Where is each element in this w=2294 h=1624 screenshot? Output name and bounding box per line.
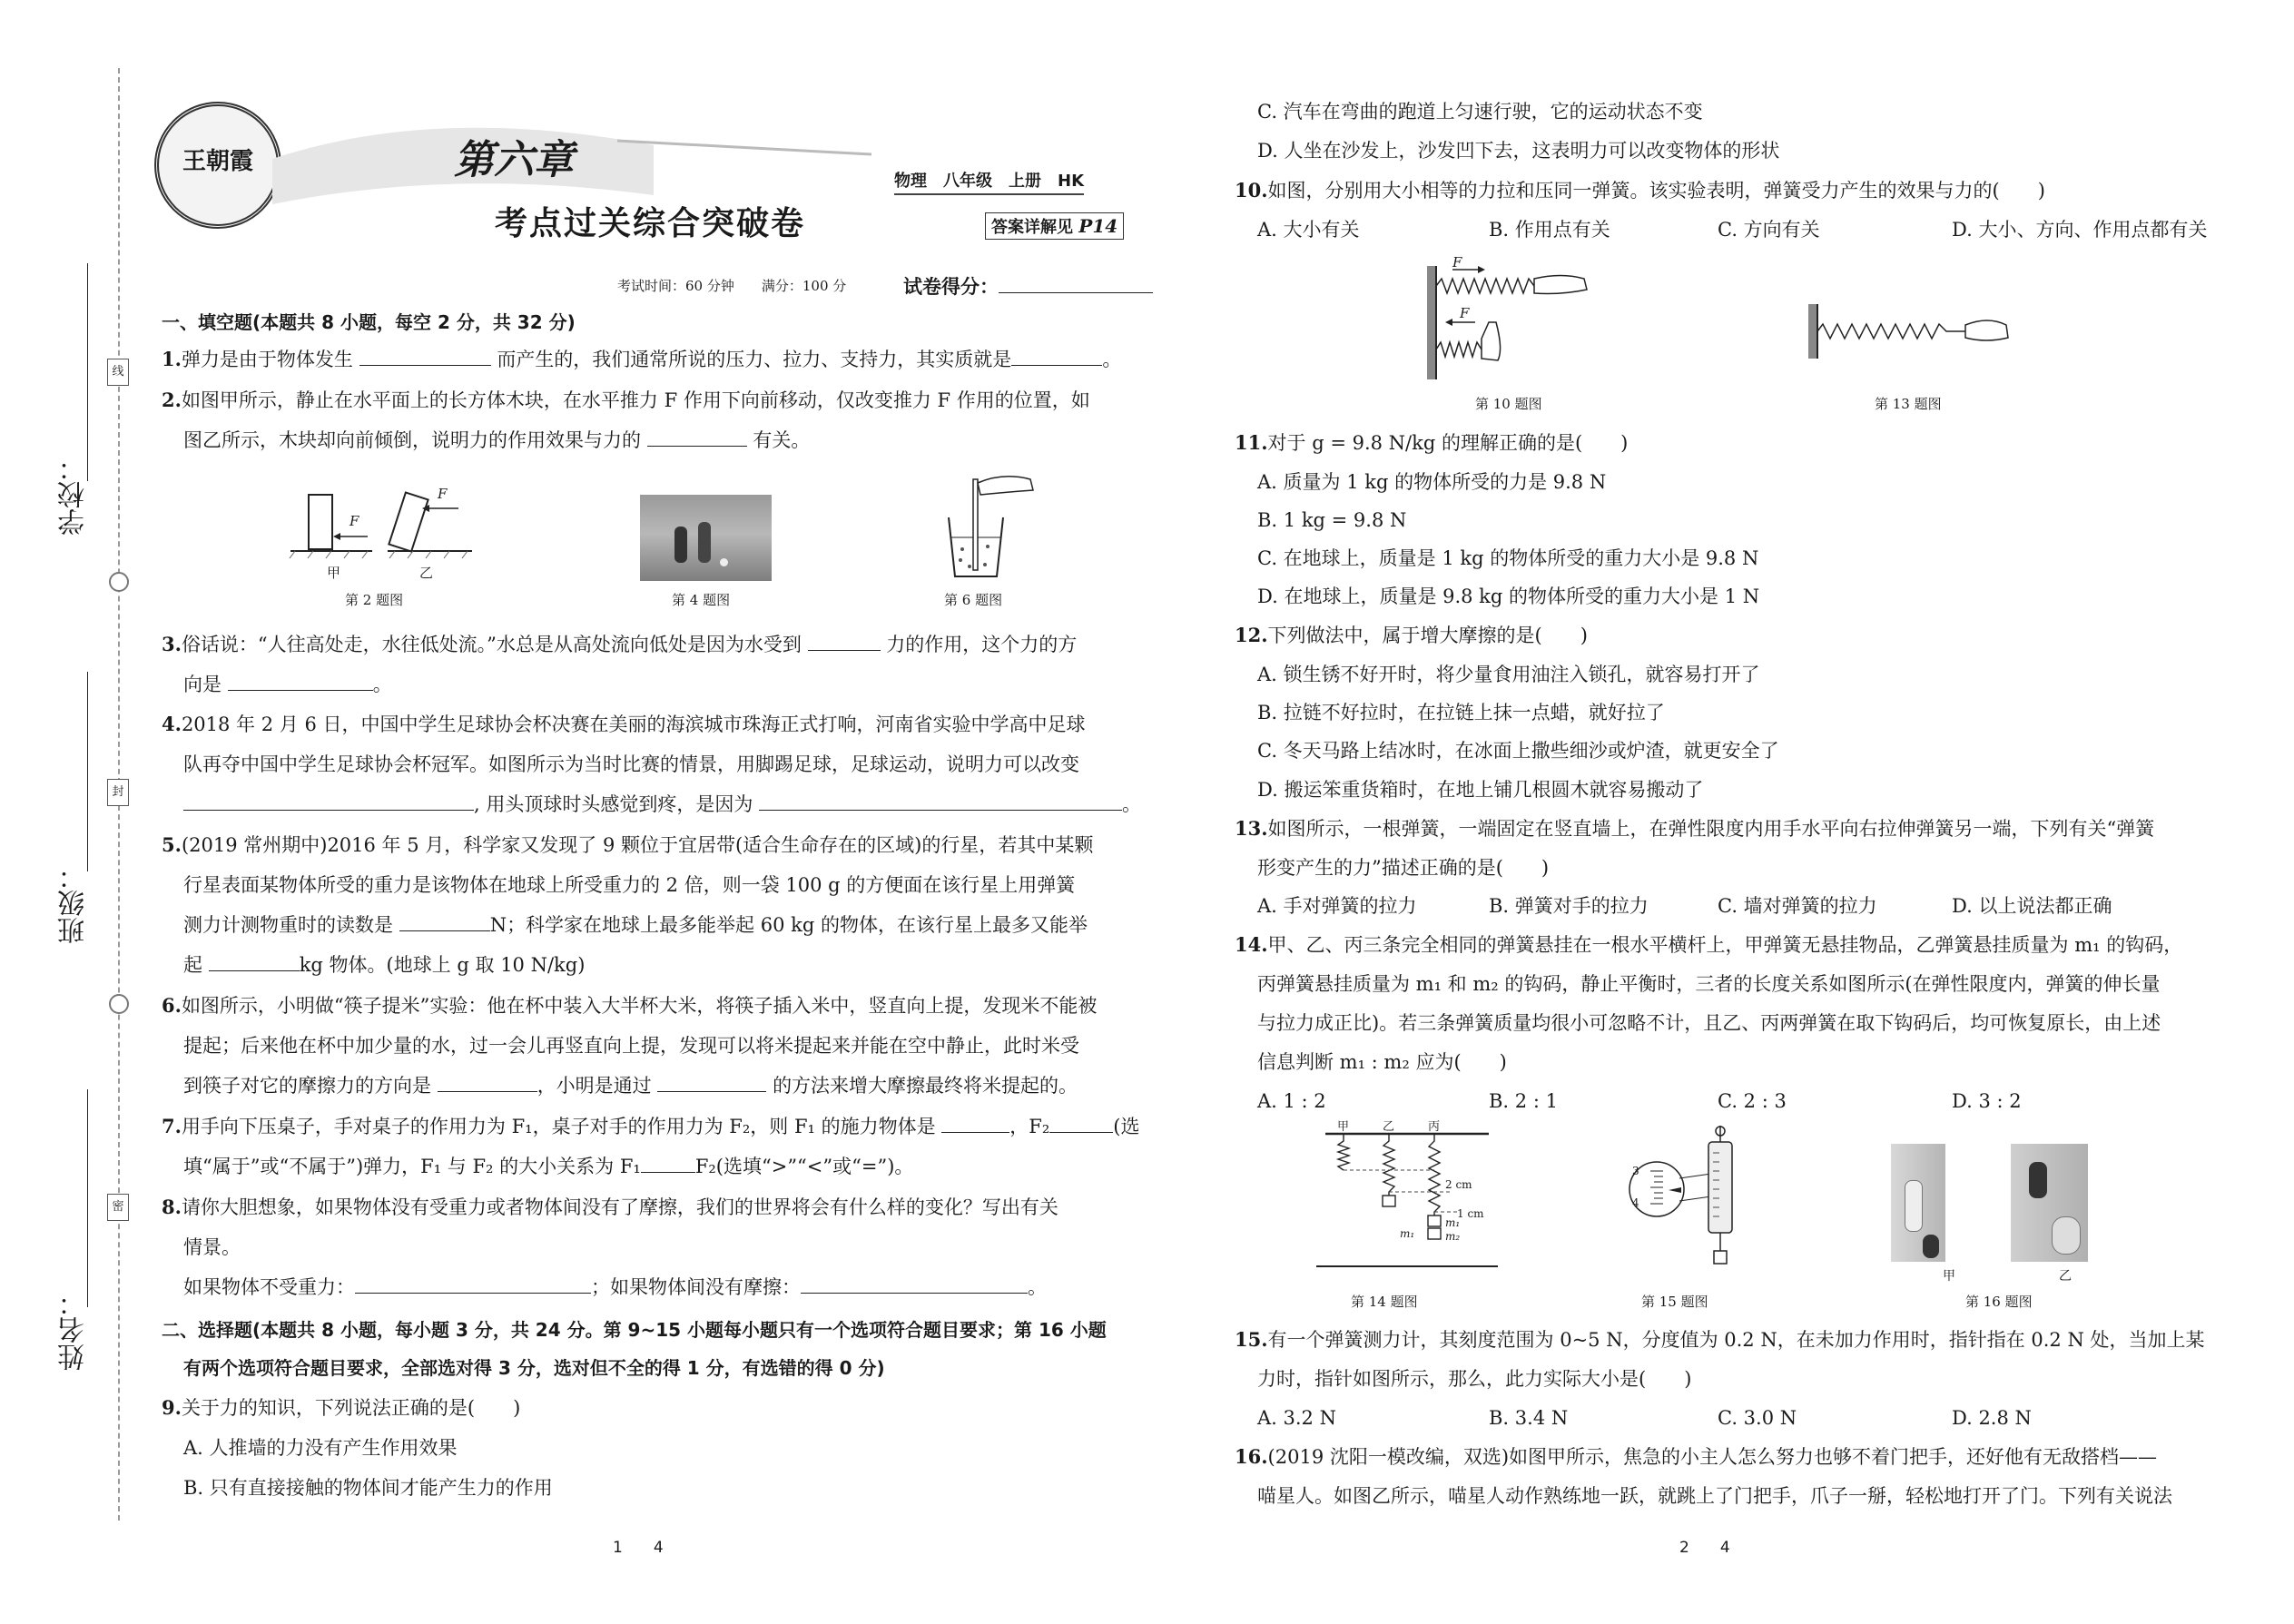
q-text: 弹力是由于物体发生 <box>181 349 353 370</box>
fig14-label-m1b: m₁ <box>1445 1216 1461 1229</box>
option-c[interactable]: C. 在地球上，质量是 1 kg 的物体所受的重力大小是 9.8 N <box>1257 547 1759 569</box>
answer-blank[interactable] <box>228 674 373 691</box>
q-text: 如果物体不受重力： <box>183 1276 355 1298</box>
q-text: 如图甲所示，静止在水平面上的长方体木块，在水平推力 F 作用下向前移动，仅改变推力 F 作用的位置，如 <box>181 389 1090 411</box>
q-text: 。 <box>1028 1276 1047 1298</box>
figure-2-blocks <box>286 477 477 581</box>
option-a[interactable]: A. 1 : 2 <box>1257 1090 1326 1112</box>
q-number: 4. <box>162 713 182 735</box>
fig14-label-m2: m₂ <box>1445 1230 1461 1243</box>
q-text: 测力计测物重时的读数是 <box>183 914 393 936</box>
figure-15-caption: 第 15 题图 <box>1641 1294 1708 1310</box>
child-icon <box>1905 1180 1923 1232</box>
exam-title: 考点过关综合突破卷 <box>495 204 806 242</box>
q-text: 关于力的知识，下列说法正确的是( ) <box>181 1397 521 1419</box>
q-text: 行星表面某物体所受的重力是该物体在地球上所受重力的 2 倍，则一袋 100 g 的方便面在该行星上用弹簧 <box>183 874 1076 896</box>
option-d[interactable]: D. 2.8 N <box>1952 1407 2032 1429</box>
q-text: 请你大胆想象，如果物体没有受重力或者物体间没有了摩擦，我们的世界将会有什么样的变化？写出有关 <box>181 1196 1058 1218</box>
figure-16-photo-yi <box>2011 1144 2088 1262</box>
option-a[interactable]: A. 大小有关 <box>1257 219 1360 241</box>
option-a[interactable]: A. 质量为 1 kg 的物体所受的力是 9.8 N <box>1257 471 1607 493</box>
fig14-label-bing: 丙 <box>1428 1120 1441 1134</box>
option-a[interactable]: A. 手对弹簧的拉力 <box>1257 895 1417 917</box>
option-a[interactable]: A. 3.2 N <box>1257 1407 1336 1429</box>
q-number: 11. <box>1235 431 1268 454</box>
q-text: F₂(选填“>”“<”或“=”)。 <box>694 1156 914 1177</box>
seal-feng: 封 <box>107 779 129 806</box>
answer-blank[interactable] <box>355 1276 591 1294</box>
class-blank[interactable] <box>87 672 88 871</box>
q-number: 12. <box>1235 624 1268 646</box>
q-text: 用手向下压桌子，手对桌子的作用力为 F₁，桌子对手的作用力为 F₂，则 F₁ 的施力物体是 <box>181 1116 936 1137</box>
option-b[interactable]: B. 弹簧对手的拉力 <box>1489 895 1649 917</box>
q-text: 喵星人。如图乙所示，喵星人动作熟练地一跃，就跳上了门把手，爪子一掰，轻松地打开了门。下列有关说法 <box>1257 1485 2172 1507</box>
answer-blank[interactable] <box>1011 349 1102 366</box>
q-text: 的方法来增大摩擦最终将米提起的。 <box>773 1075 1078 1097</box>
answer-ref-label: 答案详解见 <box>991 218 1073 237</box>
hole-icon <box>109 994 129 1014</box>
q-text: 如图，分别用大小相等的力拉和压同一弹簧。该实验表明，弹簧受力产生的效果与力的( ) <box>1267 180 2045 202</box>
option-d[interactable]: D. 3 : 2 <box>1952 1090 2022 1112</box>
seal-mi: 密 <box>107 1194 129 1221</box>
figure-4-photo <box>640 495 772 581</box>
fig2-label-f2: F <box>438 486 448 502</box>
score-blank[interactable] <box>999 292 1153 293</box>
q-text: 情景。 <box>183 1236 241 1258</box>
answer-blank[interactable] <box>641 1156 695 1173</box>
answer-blank[interactable] <box>1049 1116 1113 1133</box>
q-text: kg 物体。(地球上 g 取 10 N/kg) <box>299 954 586 976</box>
section2-line: 有两个选项符合题目要求，全部选对得 3 分，选对但不全的得 1 分，有选错的得 0 分) <box>183 1357 885 1379</box>
q-text: 填“属于”或“不属于”)弹力，F₁ 与 F₂ 的大小关系为 F₁ <box>183 1156 641 1177</box>
q-text: 俗话说：“人往高处走，水往低处流。”水总是从高处流向低处是因为水受到 <box>181 634 802 655</box>
q-text: 队再夺中国中学生足球协会杯冠军。如图所示为当时比赛的情景，用脚踢足球，足球运动，说明力可以改变 <box>183 753 1079 775</box>
q-text: 有关。 <box>753 429 811 451</box>
q-number: 16. <box>1235 1445 1268 1468</box>
fig15-label-3: 3 <box>1632 1165 1639 1177</box>
q-text: 2018 年 2 月 6 日，中国中学生足球协会杯决赛在美丽的海滨城市珠海正式打响，河南省实验中学高中足球 <box>181 714 1086 735</box>
q-text: 如图所示，一根弹簧，一端固定在竖直墙上，在弹性限度内用手水平向右拉伸弹簧另一端，下列有关“弹簧 <box>1267 818 2155 840</box>
player-icon <box>698 522 711 563</box>
answer-blank[interactable] <box>657 1075 766 1092</box>
q-text: 甲、乙、丙三条完全相同的弹簧悬挂在一根水平横杆上，甲弹簧无悬挂物品，乙弹簧悬挂质量为 m₁ 的钩码， <box>1267 934 2183 956</box>
answer-blank[interactable] <box>399 914 490 931</box>
q-text: 丙弹簧悬挂质量为 m₁ 和 m₂ 的钩码，静止平衡时，三者的长度关系如图所示(在弹性限度内，弹簧的伸长量 <box>1257 973 2161 995</box>
class-field <box>54 672 91 944</box>
option-d[interactable]: D. 人坐在沙发上，沙发凹下去，这表明力可以改变物体的形状 <box>1257 140 1780 162</box>
figure-14-caption: 第 14 题图 <box>1351 1294 1418 1310</box>
q-text: 信息判断 m₁ : m₂ 应为( ) <box>1257 1051 1507 1073</box>
fig2-label-jia: 甲 <box>327 565 341 581</box>
q-number: 15. <box>1235 1328 1268 1351</box>
school-label: 学校： <box>58 454 90 536</box>
answer-blank[interactable] <box>209 954 300 971</box>
q-number: 5. <box>162 833 182 856</box>
fig16-label-jia: 甲 <box>1943 1269 1955 1284</box>
q-number: 3. <box>162 633 182 655</box>
q-text: 图乙所示，木块却向前倾倒，说明力的作用效果与力的 <box>183 429 641 451</box>
option-c[interactable]: C. 冬天马路上结冰时，在冰面上撒些细沙或炉渣，就更安全了 <box>1257 740 1779 762</box>
answer-blank[interactable] <box>941 1116 1009 1133</box>
page-number-right: 2 4 <box>1679 1539 1730 1557</box>
seal-xian: 线 <box>107 359 129 386</box>
answer-blank[interactable] <box>759 793 1122 811</box>
q-text: 。 <box>1102 349 1122 370</box>
q-text: 如图所示，小明做“筷子提米”实验：他在杯中装入大半杯大米，将筷子插入米中，竖直向上提，发现米不能被 <box>181 995 1098 1017</box>
option-c[interactable]: C. 3.0 N <box>1718 1407 1797 1429</box>
option-c[interactable]: C. 方向有关 <box>1718 219 1820 241</box>
q-text: ，F₂ <box>1009 1116 1050 1137</box>
fig14-label-m1: m₁ <box>1400 1227 1415 1240</box>
figure-13-caption: 第 13 题图 <box>1875 396 1942 412</box>
brand-logo <box>154 102 281 229</box>
q-text: ，小明是通过 <box>537 1075 652 1097</box>
q-number: 6. <box>162 994 182 1017</box>
question-1 <box>162 348 1121 371</box>
option-a[interactable]: A. 人推墙的力没有产生作用效果 <box>183 1437 458 1459</box>
q-text: 。 <box>372 674 392 695</box>
q-text: 而产生的，我们通常所说的压力、拉力、支持力，其实质就是 <box>497 349 1012 370</box>
q-number: 8. <box>162 1196 182 1218</box>
page-number-left: 1 4 <box>613 1539 664 1557</box>
answer-ref-box <box>985 212 1124 240</box>
answer-blank[interactable] <box>359 349 491 366</box>
q-text: 有一个弹簧测力计，其刻度范围为 0~5 N，分度值为 0.2 N，在未加力作用时，指针指在 0.2 N 处，当加上某 <box>1267 1329 2205 1351</box>
q-text: 下列做法中，属于增大摩擦的是( ) <box>1267 625 1588 646</box>
answer-blank[interactable] <box>801 1276 1028 1294</box>
q-number: 9. <box>162 1396 182 1419</box>
option-c[interactable]: C. 汽车在弯曲的跑道上匀速行驶，它的运动状态不变 <box>1257 101 1703 123</box>
q-text: , 用头顶球时头感觉到疼，是因为 <box>474 793 753 815</box>
option-b[interactable]: B. 只有直接接触的物体间才能产生力的作用 <box>183 1477 553 1499</box>
school-blank[interactable] <box>87 263 88 481</box>
q-number: 2. <box>162 389 182 411</box>
figure-6-caption: 第 6 题图 <box>944 592 1003 608</box>
figure-6-chopstick-rice <box>935 472 1044 586</box>
q-text: 与拉力成正比)。若三条弹簧质量均很小可忽略不计，且乙、丙两弹簧在取下钩码后，均可恢复原长，由上述 <box>1257 1012 2161 1034</box>
fig14-label-jia: 甲 <box>1337 1120 1350 1134</box>
fig10-label-f2: F <box>1460 305 1470 321</box>
option-d[interactable]: D. 以上说法都正确 <box>1952 895 2112 917</box>
figure-10-caption: 第 10 题图 <box>1475 396 1542 412</box>
q-number: 7. <box>162 1115 182 1137</box>
q-text: ；如果物体间没有摩擦： <box>591 1276 801 1298</box>
fig16-label-yi: 乙 <box>2059 1269 2072 1284</box>
option-d[interactable]: D. 大小、方向、作用点都有关 <box>1952 219 2208 241</box>
option-b[interactable]: B. 1 kg = 9.8 N <box>1257 509 1407 531</box>
figure-16-caption: 第 16 题图 <box>1965 1294 2033 1310</box>
figure-15-spring-scale <box>1625 1124 1752 1274</box>
q-text: 起 <box>183 954 202 976</box>
option-b[interactable]: B. 2 : 1 <box>1489 1090 1558 1112</box>
name-label: 姓名： <box>58 1289 90 1371</box>
figure-14-springs <box>1307 1121 1507 1280</box>
chapter-title: 第六章 <box>454 137 574 183</box>
option-b[interactable]: B. 3.4 N <box>1489 1407 1569 1429</box>
answer-blank[interactable] <box>808 634 881 651</box>
fig2-label-yi: 乙 <box>419 565 434 581</box>
q-text: 力的作用，这个力的方 <box>886 634 1078 655</box>
option-a[interactable]: A. 锁生锈不好开时，将少量食用油注入锁孔，就容易打开了 <box>1257 664 1760 685</box>
figure-16-photo-jia <box>1891 1144 1945 1262</box>
section1-title: 一、填空题(本题共 8 小题，每空 2 分，共 32 分) <box>162 311 576 333</box>
cat-icon <box>1923 1235 1939 1258</box>
answer-blank[interactable] <box>647 429 747 447</box>
q-number: 10. <box>1235 179 1268 202</box>
q-number: 13. <box>1235 817 1268 840</box>
q-text: N；科学家在地球上最多能举起 60 kg 的物体，在该行星上最多又能举 <box>489 914 1088 936</box>
brand-logo-text: 王朝霞 <box>182 148 253 175</box>
fig14-label-yi: 乙 <box>1383 1120 1395 1134</box>
fig14-label-2cm: 2 cm <box>1445 1178 1472 1191</box>
name-field <box>54 1089 91 1371</box>
ball-icon <box>720 558 728 566</box>
subject-tags: 物理 八年级 上册 HK <box>894 168 1084 195</box>
fig14-label-1cm: 1 cm <box>1457 1207 1484 1220</box>
q-text: 力时，指针如图所示，那么，此力实际大小是( ) <box>1257 1368 1692 1390</box>
option-b[interactable]: B. 作用点有关 <box>1489 219 1610 241</box>
figure-4-caption: 第 4 题图 <box>672 592 731 608</box>
figure-2-caption: 第 2 题图 <box>345 592 404 608</box>
exam-info: 考试时间：60 分钟 满分：100 分 <box>617 278 847 294</box>
figure-10-spring <box>1425 259 1607 386</box>
option-b[interactable]: B. 拉链不好拉时，在拉链上抹一点蜡，就好拉了 <box>1257 702 1665 723</box>
option-d[interactable]: D. 搬运笨重货箱时，在地上铺几根圆木就容易搬动了 <box>1257 779 1704 801</box>
answer-blank[interactable] <box>438 1075 537 1092</box>
q-text: 形变产生的力”描述正确的是( ) <box>1257 857 1550 879</box>
class-label: 班级： <box>58 862 90 944</box>
q-text: 到筷子对它的摩擦力的方向是 <box>183 1075 431 1097</box>
q-text: (2019 常州期中)2016 年 5 月，科学家又发现了 9 颗位于宜居带(适合生命存在的区域)的行星，若其中某颗 <box>181 834 1094 856</box>
school-field <box>54 263 91 536</box>
option-c[interactable]: C. 2 : 3 <box>1718 1090 1787 1112</box>
fig2-label-f1: F <box>350 513 359 529</box>
option-c[interactable]: C. 墙对弹簧的拉力 <box>1718 895 1877 917</box>
hole-icon <box>109 572 129 592</box>
name-blank[interactable] <box>87 1089 88 1307</box>
q-text: (选 <box>1113 1116 1140 1137</box>
cat-icon <box>2029 1162 2047 1198</box>
player-icon <box>674 527 687 563</box>
q-text: 提起；后来他在杯中加少量的水，过一会儿再竖直向上提，发现可以将米提起来并能在空中静止，此时米受 <box>183 1035 1079 1057</box>
option-d[interactable]: D. 在地球上，质量是 9.8 kg 的物体所受的重力大小是 1 N <box>1257 586 1760 607</box>
q-text: (2019 沈阳一模改编，双选)如图甲所示，焦急的小主人怎么努力也够不着门把手，还好他有无敌搭档—— <box>1267 1446 2158 1468</box>
section2-line: 二、选择题(本题共 8 小题，每小题 3 分，共 24 分。第 9~15 小题每小题只有一个选项符合题目要求；第 16 小题 <box>162 1319 1107 1341</box>
figure-13-spring <box>1807 300 2015 363</box>
q-number: 1. <box>162 348 182 370</box>
fig15-label-4: 4 <box>1632 1196 1639 1209</box>
child-icon <box>2052 1216 2081 1255</box>
q-text: 。 <box>1122 793 1142 815</box>
q-text: 向是 <box>183 674 222 695</box>
answer-ref-page: P14 <box>1078 215 1118 237</box>
score-label: 试卷得分： <box>903 275 999 298</box>
q-number: 14. <box>1235 933 1268 956</box>
fig10-label-f1: F <box>1452 254 1462 271</box>
answer-blank[interactable] <box>183 793 474 811</box>
q-text: 对于 g = 9.8 N/kg 的理解正确的是( ) <box>1267 432 1629 454</box>
